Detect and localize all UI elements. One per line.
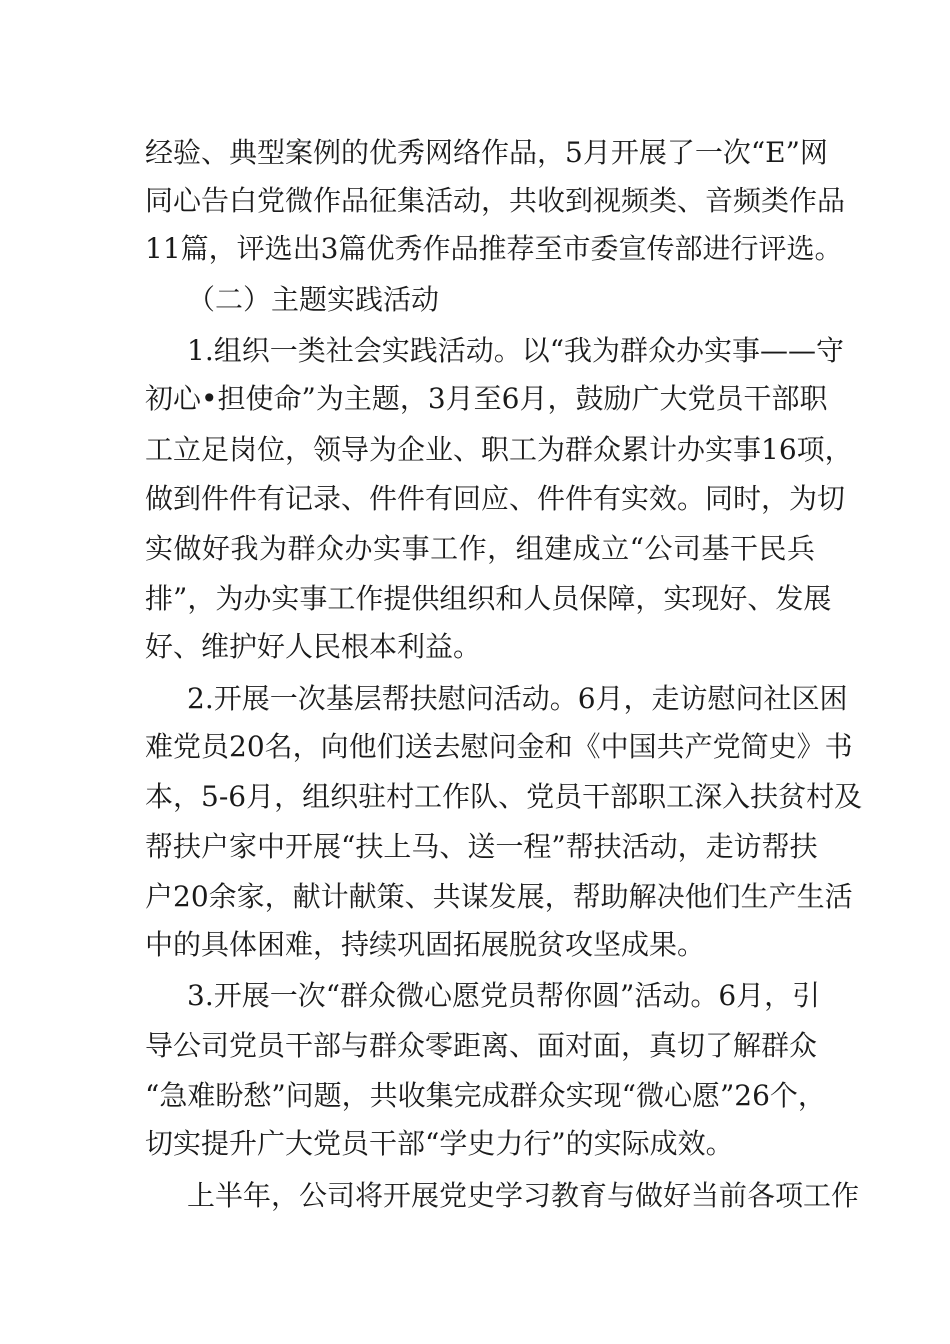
text-line: 本，5-6月，组织驻村工作队、党员干部职工深入扶贫村及 <box>145 780 863 813</box>
text-line: 好、维护好人民根本利益。 <box>145 630 482 663</box>
text-line: 导公司党员干部与群众零距离、面对面，真切了解群众 <box>145 1029 818 1062</box>
text-line: 初心•担使命”为主题，3月至6月，鼓励广大党员干部职 <box>145 382 828 415</box>
text-line: 帮扶户家中开展“扶上马、送一程”帮扶活动，走访帮扶 <box>145 830 818 863</box>
text-line: 经验、典型案例的优秀网络作品，5月开展了一次“E”网 <box>145 136 828 169</box>
text-line: 做到件件有记录、件件有回应、件件有实效。同时，为切 <box>145 482 846 515</box>
text-line: 上半年，公司将开展党史学习教育与做好当前各项工作 <box>187 1179 860 1212</box>
text-line: 中的具体困难，持续巩固拓展脱贫攻坚成果。 <box>145 928 706 961</box>
text-line: 2.开展一次基层帮扶慰问活动。6月，走访慰问社区困 <box>187 682 848 715</box>
text-line: 11篇，评选出3篇优秀作品推荐至市委宣传部进行评选。 <box>145 232 843 265</box>
text-line: 实做好我为群众办实事工作，组建成立“公司基干民兵 <box>145 532 815 565</box>
text-line: 3.开展一次“群众微心愿党员帮你圆”活动。6月，引 <box>187 979 821 1012</box>
text-line: “急难盼愁”问题，共收集完成群众实现“微心愿”26个， <box>145 1079 826 1112</box>
text-line: 工立足岗位，领导为企业、职工为群众累计办实事16项， <box>145 433 853 466</box>
text-line: 排”，为办实事工作提供组织和人员保障，实现好、发展 <box>145 582 832 615</box>
text-line: 同心告白党微作品征集活动，共收到视频类、音频类作品 <box>145 184 846 217</box>
text-line: 切实提升广大党员干部“学史力行”的实际成效。 <box>145 1127 734 1160</box>
text-line: 户20余家，献计献策、共谋发展，帮助解决他们生产生活 <box>145 880 853 913</box>
text-line: 1.组织一类社会实践活动。以“我为群众办实事——守 <box>187 334 845 367</box>
section-heading: （二）主题实践活动 <box>187 283 440 316</box>
text-line: 难党员20名，向他们送去慰问金和《中国共产党简史》书 <box>145 730 853 763</box>
